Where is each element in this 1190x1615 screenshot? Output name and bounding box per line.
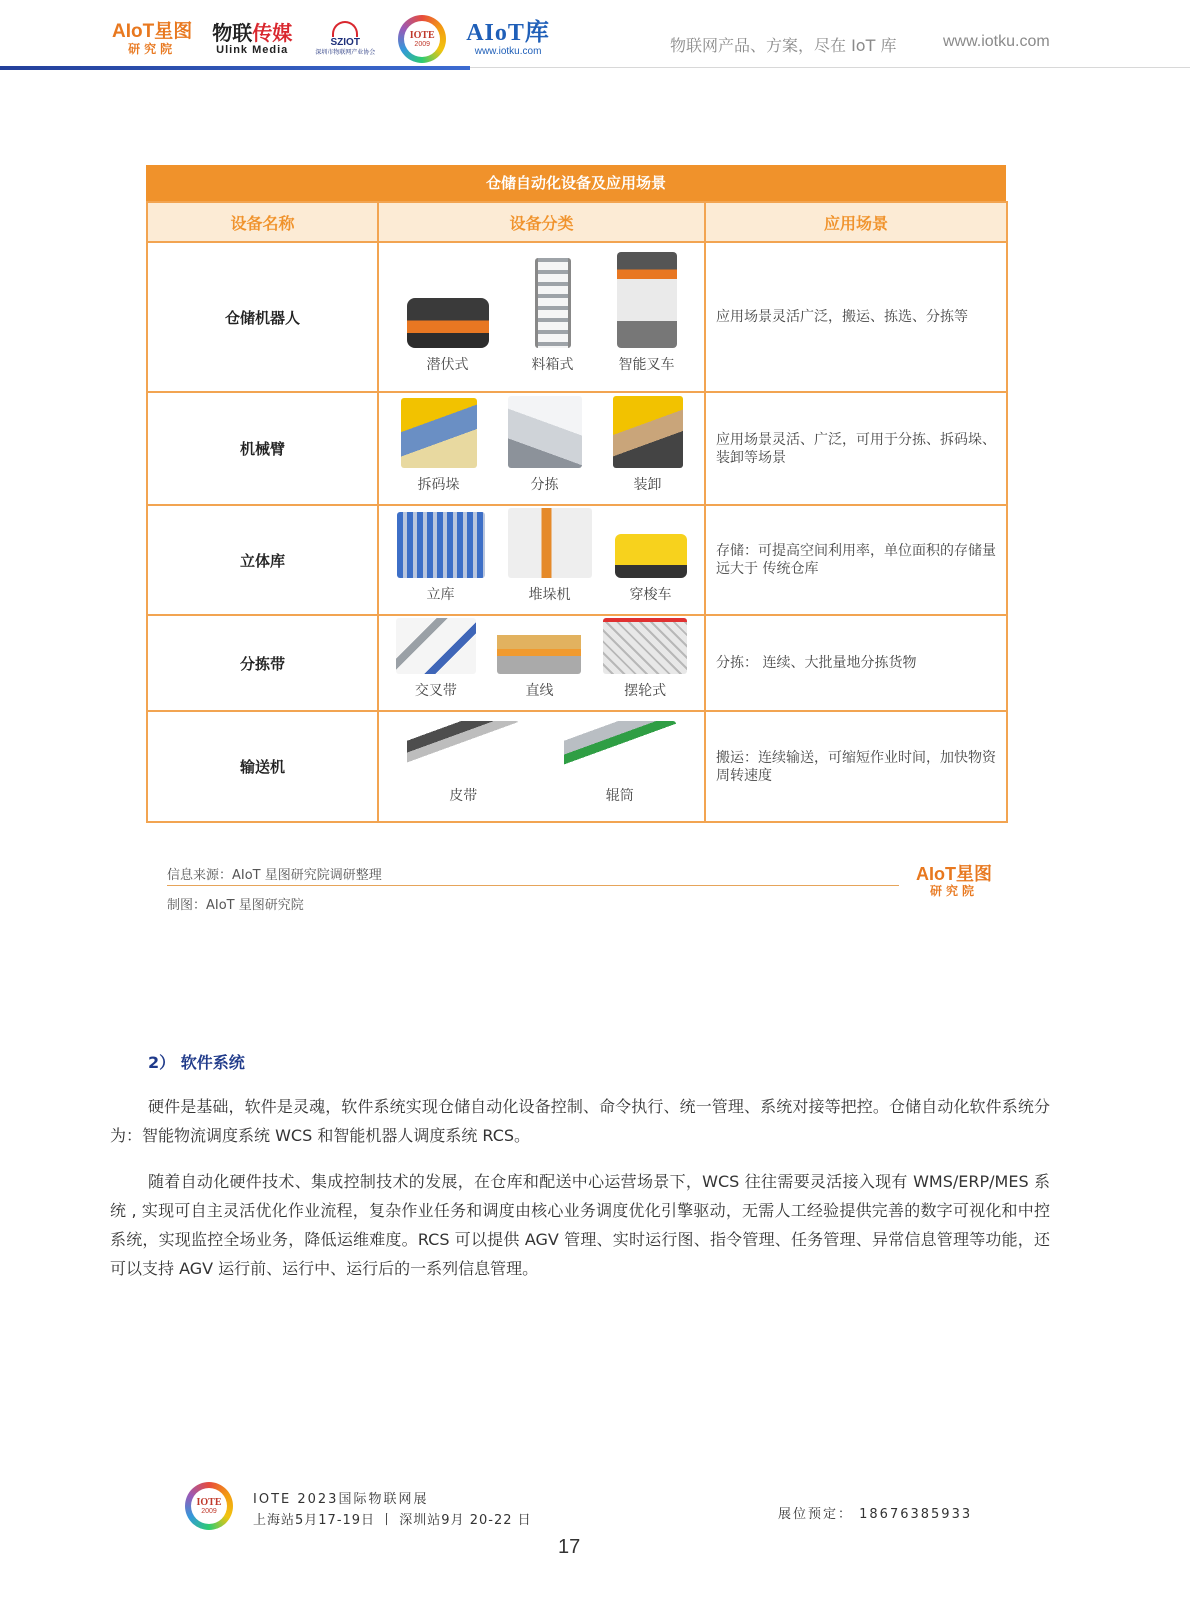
footer-expo-title: IOTE 2023国际物联网展 <box>253 1492 429 1507</box>
iote-badge-year: 2009 <box>414 40 430 48</box>
aiotku-logo-url: www.iotku.com <box>474 46 542 57</box>
swing-wheel-sorter-image <box>603 618 687 674</box>
sorting-arm-image <box>508 396 582 468</box>
device-categories <box>378 615 705 711</box>
section-title: 2） 软件系统 <box>148 1053 245 1072</box>
device-item-label: 穿梭车 <box>629 587 672 603</box>
device-item <box>407 298 489 374</box>
column-header-category: 设备分类 <box>378 202 705 242</box>
device-name: 分拣带 <box>147 615 378 711</box>
device-item-label: 分拣 <box>530 476 559 493</box>
table-row <box>147 615 1007 711</box>
smart-forklift-image <box>617 252 677 348</box>
application-scene: 存储：可提高空间利用率，单位面积的存储量远大于 传统仓库 <box>705 505 1007 615</box>
table-row <box>147 392 1007 505</box>
equipment-table <box>146 165 1006 823</box>
figure-logo-text: AIoT星图 <box>916 864 992 884</box>
table-row <box>147 711 1007 822</box>
figure-source-logo <box>916 864 992 898</box>
device-item <box>532 258 574 374</box>
device-item-label: 拆码垛 <box>417 476 460 493</box>
device-name: 机械臂 <box>147 392 378 505</box>
column-header-scene: 应用场景 <box>705 202 1007 242</box>
table-row <box>147 505 1007 615</box>
ulink-logo-text-a: 物联 <box>212 20 253 45</box>
page-number: 17 <box>558 1536 581 1558</box>
page-header <box>0 0 1190 72</box>
device-name: 立体库 <box>147 505 378 615</box>
column-header-name: 设备名称 <box>147 202 378 242</box>
palletizing-arm-image <box>401 398 477 468</box>
linear-sorter-image <box>497 618 581 674</box>
latent-agv-image <box>407 298 489 348</box>
device-item <box>407 721 519 805</box>
device-item <box>603 618 687 700</box>
device-categories <box>378 242 705 392</box>
figure-source: 信息来源：AIoT 星图研究院调研整理 <box>167 868 382 883</box>
footer-expo-dates: 上海站5月17-19日 丨 深圳站9月 20-22 日 <box>253 1513 532 1528</box>
table-title: 仓储自动化设备及应用场景 <box>146 165 1006 201</box>
header-divider <box>470 67 1190 68</box>
device-item-label: 装卸 <box>633 476 662 493</box>
shuttle-car-image <box>615 534 687 578</box>
header-url-link[interactable]: www.iotku.com <box>943 33 1050 50</box>
figure-logo-subtext: 研究院 <box>929 884 978 898</box>
device-item <box>564 721 676 805</box>
application-scene: 应用场景灵活、广泛，可用于分拣、拆码垛、 装卸等场景 <box>705 392 1007 505</box>
application-scene: 分拣： 连续、大批量地分拣货物 <box>705 615 1007 711</box>
device-item-label: 辊筒 <box>605 787 634 804</box>
device-item <box>615 534 687 604</box>
cross-belt-sorter-image <box>396 618 476 674</box>
device-item <box>497 618 581 700</box>
device-item <box>508 508 592 604</box>
footer-badge-year: 2009 <box>201 1507 217 1515</box>
footer-iote-badge-icon <box>185 1482 233 1530</box>
aiot-xingtu-logo-text: AIoT星图 <box>112 21 193 42</box>
iote-badge-text: IOTE <box>409 29 435 41</box>
aiotku-logo <box>466 20 550 58</box>
device-item <box>508 396 582 494</box>
aiot-xingtu-logo-subtext: 研究院 <box>128 42 177 56</box>
device-item <box>396 618 476 700</box>
device-item-label: 智能叉车 <box>618 357 675 373</box>
iote-badge-icon <box>398 15 446 63</box>
device-item-label: 立库 <box>426 587 455 603</box>
loading-arm-image <box>613 396 683 468</box>
device-item-label: 堆垛机 <box>528 587 571 603</box>
application-scene: 搬运：连续输送，可缩短作业时间，加快物资周转速度 <box>705 711 1007 822</box>
roller-conveyor-image <box>564 721 676 779</box>
header-slogan: 物联网产品、方案，尽在 IoT 库 <box>670 36 897 55</box>
figure-source-divider <box>167 885 899 886</box>
device-item-label: 直线 <box>525 683 554 699</box>
aiot-xingtu-logo <box>112 22 192 56</box>
device-item <box>397 512 485 604</box>
ulink-logo-subtext: Ulink Media <box>216 43 289 56</box>
belt-conveyor-image <box>407 721 519 779</box>
device-name: 仓储机器人 <box>147 242 378 392</box>
ulink-logo-text-b: 传媒 <box>252 20 293 45</box>
header-divider-accent <box>0 66 470 70</box>
figure-maker: 制图：AIoT 星图研究院 <box>167 898 304 913</box>
ulink-media-logo <box>212 22 292 57</box>
device-item <box>401 398 477 494</box>
device-item-label: 皮带 <box>449 787 478 804</box>
iote-logo <box>398 15 446 63</box>
application-scene: 应用场景灵活广泛，搬运、拣选、分拣等 <box>705 242 1007 392</box>
footer-booking: 展位预定： 18676385933 <box>778 1507 973 1522</box>
device-categories <box>378 505 705 615</box>
stereo-warehouse-image <box>397 512 485 578</box>
device-item-label: 料箱式 <box>531 357 574 373</box>
device-item-label: 潜伏式 <box>426 357 469 373</box>
device-item-label: 交叉带 <box>414 683 457 699</box>
device-item <box>613 396 683 494</box>
stacker-crane-image <box>508 508 592 578</box>
tote-robot-image <box>535 258 571 348</box>
device-name: 输送机 <box>147 711 378 822</box>
footer-badge-text: IOTE <box>196 1496 222 1508</box>
table-header-row <box>147 202 1007 242</box>
paragraph: 硬件是基础，软件是灵魂，软件系统实现仓储自动化设备控制、命令执行、统一管理、系统对接等把控。仓储自动化软件系统分为：智能物流调度系统 WCS 和智能机器人调度系统 RCS。 <box>110 1097 1050 1145</box>
sziot-logo-text: SZIOT <box>330 37 360 48</box>
device-categories <box>378 711 705 822</box>
sziot-logo-subtext: 深圳市物联网产业协会 <box>315 49 376 56</box>
sziot-logo <box>312 21 378 57</box>
device-item <box>617 252 677 374</box>
sziot-arc-icon <box>332 21 358 37</box>
device-item-label: 摆轮式 <box>624 683 667 699</box>
device-categories <box>378 392 705 505</box>
aiotku-logo-text: AIoT库 <box>466 20 550 46</box>
table-row <box>147 242 1007 392</box>
header-logos <box>112 12 570 66</box>
paragraph: 随着自动化硬件技术、集成控制技术的发展，在仓库和配送中心运营场景下，WCS 往往需要灵活接入现有 WMS/ERP/MES 系统 , 实现可自主灵活优化作业流程，复杂作业任务和调度由核心业务调度优化引擎驱动，无需人工经验提供完善的数字可视化和中控系统，实现监控全场业务，降低运维难度。RCS 可以提供 AGV 管理、实时运行图、指令管理、任务管理、异常信息管理等功能，还可以支持 AGV 运行前、运行中、运行后的一系列信息管理。 <box>110 1172 1050 1278</box>
